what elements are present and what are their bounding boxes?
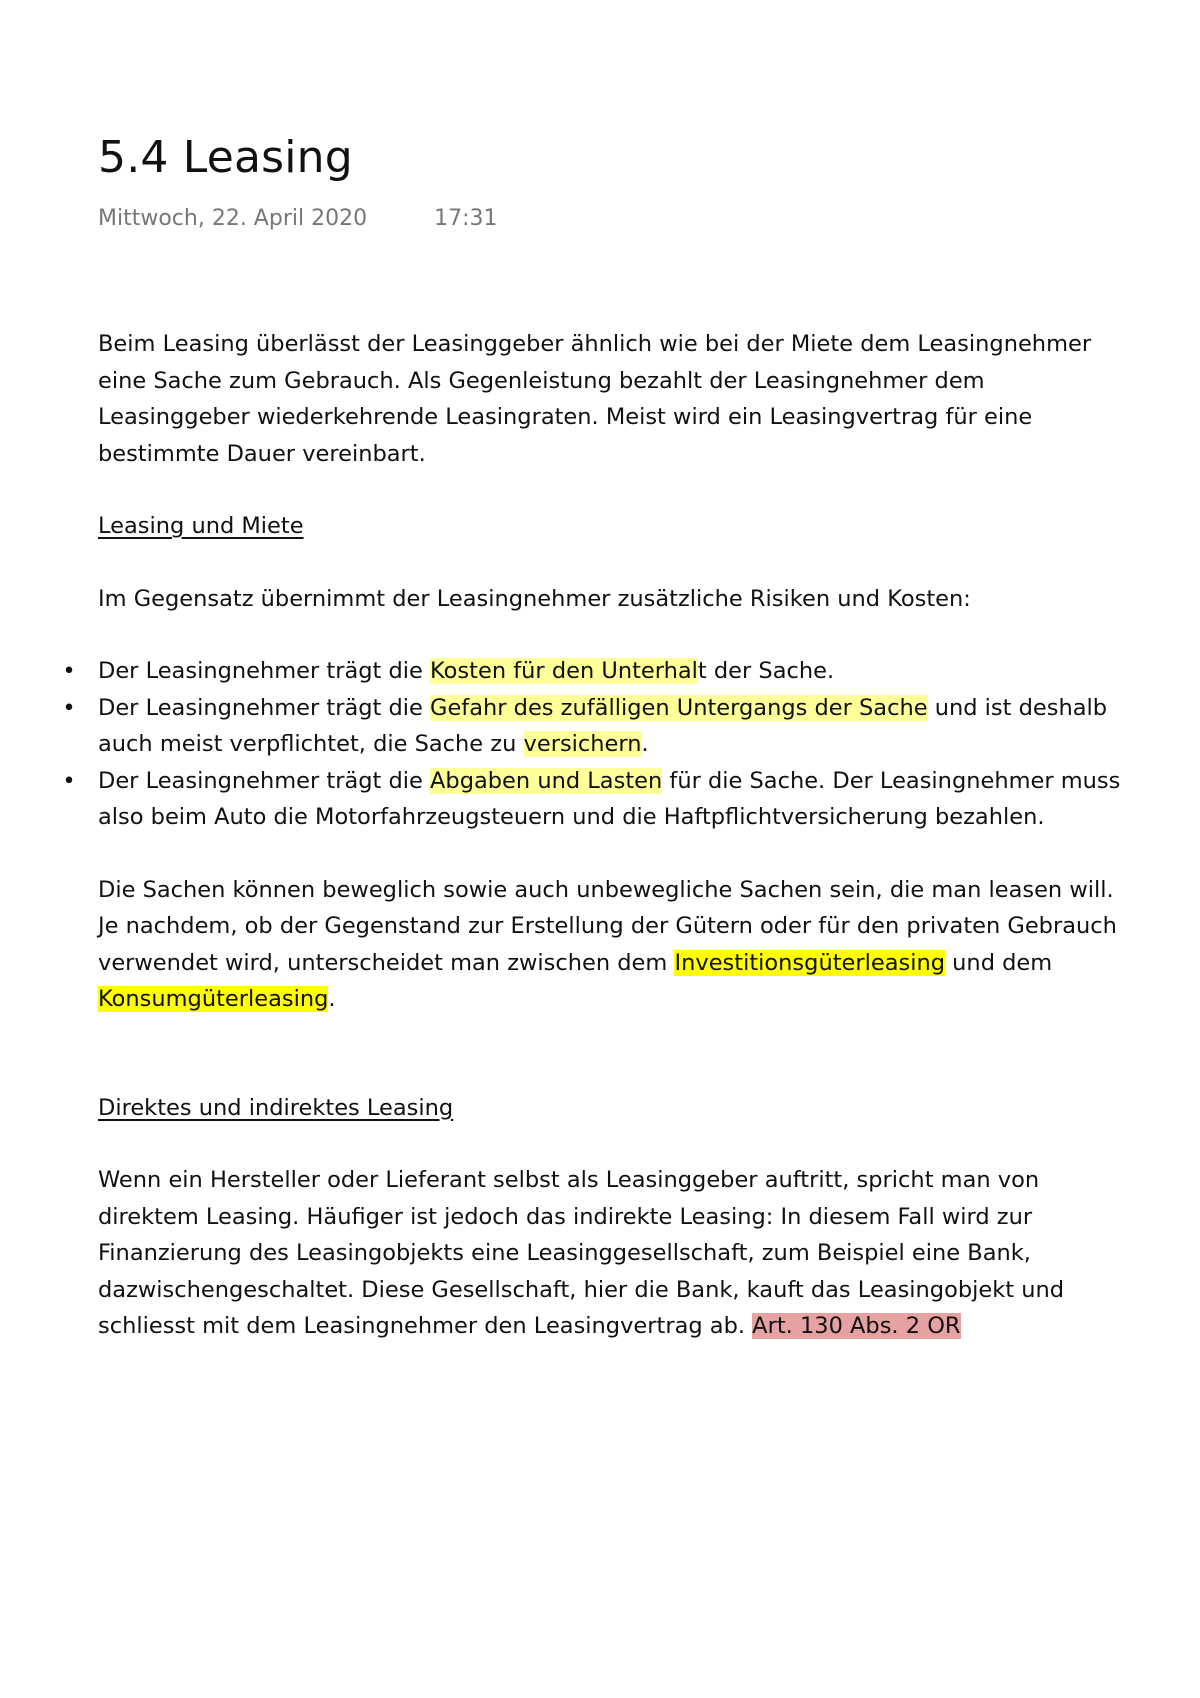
direct-indirect-paragraph [98, 1162, 1138, 1345]
legal-reference-highlight: Art. 130 Abs. 2 OR [752, 1313, 961, 1339]
paragraph-text: Wenn ein Hersteller oder Lieferant selbst als Leasinggeber auftritt, spricht man von direktem Leasing. Häufiger ist jedoch das indirekte Leasing: In diesem Fall wird zur Finanzierung des Leasingobjekts eine Leasinggesellschaft, zum Beispiel eine Bank, dazwischengeschaltet. Diese Gesellschaft, hier die Bank, kauft das Leasingobjekt und schliesst mit dem Leasingnehmer den Leasingvertrag ab. [98, 1167, 1065, 1339]
section-heading-direktes-indirektes: Direktes und indirektes Leasing [98, 1094, 454, 1121]
list-item-text: Der Leasingnehmer trägt die [98, 767, 431, 794]
list-item [62, 690, 1138, 763]
bullet-icon: • [62, 767, 76, 794]
highlighted-text: Investitionsgüterleasing [674, 949, 946, 976]
list-item-text: für die Sache. Der Leasingnehmer muss also beim Auto die Motorfahrzeugsteuern und die Haftpflichtversicherung bezahlen. [98, 767, 1121, 830]
leasing-types-paragraph [98, 872, 1138, 1018]
section-heading-leasing-und-miete: Leasing und Miete [98, 513, 304, 539]
paragraph-text: . [328, 986, 336, 1012]
list-item-text: Der Leasingnehmer trägt die [98, 658, 431, 684]
risk-cost-list [62, 653, 1138, 836]
list-item-text: und ist deshalb auch meist verpflichtet, die Sache zu [98, 694, 1108, 757]
paragraph-text: Die Sachen können beweglich sowie auch unbewegliche Sachen sein, die man leasen will. Je nachdem, ob der Gegenstand zur Erstellung der Gütern oder für den privaten Gebrauch verwendet wird, unterscheidet man zwischen dem [98, 876, 1117, 976]
bullet-icon: • [62, 694, 76, 721]
section-lead-paragraph: Im Gegensatz übernimmt der Leasingnehmer zusätzliche Risiken und Kosten: [98, 585, 971, 612]
page-date: Mittwoch, 22. April 2020 [98, 206, 368, 231]
highlighted-text: Gefahr des zufälligen Untergangs der Sache [430, 694, 928, 721]
list-item [62, 763, 1138, 836]
list-item-text: t der Sache. [697, 658, 835, 684]
bullet-icon: • [62, 658, 76, 684]
document-content [62, 326, 1138, 1345]
list-item-text: . [641, 731, 649, 757]
paragraph-text: und dem [945, 949, 1053, 976]
page-meta [98, 206, 497, 231]
highlighted-text: Konsumgüterleasing [98, 986, 329, 1012]
highlighted-text: Abgaben und Lasten [430, 767, 663, 794]
highlighted-text: versichern [523, 731, 642, 757]
page-title: 5.4 Leasing [98, 132, 353, 183]
page-time: 17:31 [434, 206, 498, 231]
intro-paragraph: Beim Leasing überlässt der Leasinggeber ähnlich wie bei der Miete dem Leasingnehmer eine Sache zum Gebrauch. Als Gegenleistung bezahlt der Leasingnehmer dem Leasinggeber wiederkehrende Leasingraten. Meist wird ein Leasingvertrag für eine bestimmte Dauer vereinbart. [98, 331, 1092, 467]
list-item [62, 653, 1138, 690]
highlighted-text: Kosten für den Unterhal [430, 658, 698, 684]
list-item-text: Der Leasingnehmer trägt die [98, 694, 431, 721]
